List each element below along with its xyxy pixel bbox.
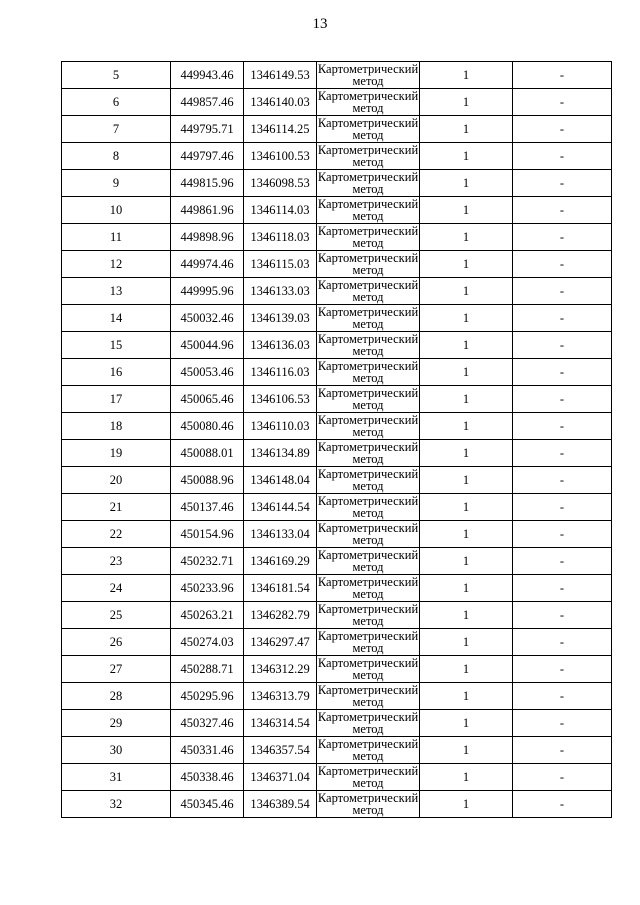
method-line-1: Картометрический	[317, 683, 419, 697]
method-line-2: метод	[352, 317, 384, 331]
table-row	[62, 62, 612, 89]
method-line-1: Картометрический	[317, 278, 419, 292]
table-row	[62, 737, 612, 764]
method-cell	[317, 278, 420, 305]
method-line-2: метод	[352, 101, 384, 115]
method-line-2: метод	[352, 263, 384, 277]
description-cell: -	[513, 494, 612, 521]
x-coordinate-cell: 450345.46	[171, 791, 244, 818]
point-number-cell: 28	[62, 683, 171, 710]
point-number-cell: 32	[62, 791, 171, 818]
accuracy-cell: 1	[420, 413, 513, 440]
method-cell	[317, 737, 420, 764]
description-cell: -	[513, 62, 612, 89]
method-cell	[317, 467, 420, 494]
page-number: 13	[312, 16, 328, 32]
x-coordinate-cell: 450088.96	[171, 467, 244, 494]
accuracy-cell: 1	[420, 791, 513, 818]
method-cell	[317, 170, 420, 197]
method-line-2: метод	[352, 479, 384, 493]
point-number-cell: 19	[62, 440, 171, 467]
method-line-2: метод	[352, 236, 384, 250]
description-cell: -	[513, 251, 612, 278]
method-line-2: метод	[352, 155, 384, 169]
table-row	[62, 143, 612, 170]
table-row	[62, 116, 612, 143]
y-coordinate-cell: 1346133.04	[244, 521, 317, 548]
table-row	[62, 359, 612, 386]
point-number-cell: 10	[62, 197, 171, 224]
description-cell: -	[513, 521, 612, 548]
x-coordinate-cell: 449974.46	[171, 251, 244, 278]
method-line-2: метод	[352, 641, 384, 655]
point-number-cell: 23	[62, 548, 171, 575]
method-line-2: метод	[352, 560, 384, 574]
method-line-2: метод	[352, 452, 384, 466]
table-row	[62, 494, 612, 521]
x-coordinate-cell: 450331.46	[171, 737, 244, 764]
x-coordinate-cell: 449995.96	[171, 278, 244, 305]
method-cell	[317, 629, 420, 656]
y-coordinate-cell: 1346149.53	[244, 62, 317, 89]
method-line-1: Картометрический	[317, 116, 419, 130]
method-cell	[317, 143, 420, 170]
method-line-2: метод	[352, 398, 384, 412]
x-coordinate-cell: 450044.96	[171, 332, 244, 359]
y-coordinate-cell: 1346134.89	[244, 440, 317, 467]
method-cell	[317, 764, 420, 791]
method-cell	[317, 440, 420, 467]
method-line-1: Картометрический	[317, 575, 419, 589]
method-cell	[317, 224, 420, 251]
table-row	[62, 602, 612, 629]
accuracy-cell: 1	[420, 278, 513, 305]
method-line-2: метод	[352, 209, 384, 223]
method-line-1: Картометрический	[317, 413, 419, 427]
description-cell: -	[513, 143, 612, 170]
method-cell	[317, 116, 420, 143]
table-row	[62, 521, 612, 548]
y-coordinate-cell: 1346282.79	[244, 602, 317, 629]
x-coordinate-cell: 449815.96	[171, 170, 244, 197]
accuracy-cell: 1	[420, 251, 513, 278]
accuracy-cell: 1	[420, 656, 513, 683]
point-number-cell: 25	[62, 602, 171, 629]
y-coordinate-cell: 1346118.03	[244, 224, 317, 251]
description-cell: -	[513, 629, 612, 656]
accuracy-cell: 1	[420, 737, 513, 764]
y-coordinate-cell: 1346312.29	[244, 656, 317, 683]
method-line-1: Картометрический	[317, 332, 419, 346]
method-cell	[317, 386, 420, 413]
x-coordinate-cell: 449898.96	[171, 224, 244, 251]
method-line-1: Картометрический	[317, 791, 419, 805]
method-cell	[317, 710, 420, 737]
description-cell: -	[513, 170, 612, 197]
y-coordinate-cell: 1346371.04	[244, 764, 317, 791]
description-cell: -	[513, 764, 612, 791]
method-cell	[317, 494, 420, 521]
description-cell: -	[513, 791, 612, 818]
x-coordinate-cell: 449797.46	[171, 143, 244, 170]
method-line-1: Картометрический	[317, 143, 419, 157]
method-line-2: метод	[352, 803, 384, 817]
y-coordinate-cell: 1346116.03	[244, 359, 317, 386]
table-row	[62, 305, 612, 332]
point-number-cell: 12	[62, 251, 171, 278]
method-line-2: метод	[352, 128, 384, 142]
x-coordinate-cell: 449857.46	[171, 89, 244, 116]
table-row	[62, 548, 612, 575]
point-number-cell: 30	[62, 737, 171, 764]
x-coordinate-cell: 450327.46	[171, 710, 244, 737]
method-cell	[317, 197, 420, 224]
table-row	[62, 386, 612, 413]
method-line-1: Картометрический	[317, 737, 419, 751]
description-cell: -	[513, 197, 612, 224]
method-line-2: метод	[352, 668, 384, 682]
x-coordinate-cell: 450154.96	[171, 521, 244, 548]
description-cell: -	[513, 737, 612, 764]
y-coordinate-cell: 1346357.54	[244, 737, 317, 764]
method-cell	[317, 359, 420, 386]
accuracy-cell: 1	[420, 305, 513, 332]
point-number-cell: 16	[62, 359, 171, 386]
description-cell: -	[513, 413, 612, 440]
accuracy-cell: 1	[420, 143, 513, 170]
method-line-2: метод	[352, 74, 384, 88]
y-coordinate-cell: 1346098.53	[244, 170, 317, 197]
description-cell: -	[513, 278, 612, 305]
point-number-cell: 29	[62, 710, 171, 737]
table-row	[62, 170, 612, 197]
method-line-1: Картометрический	[317, 359, 419, 373]
point-number-cell: 5	[62, 62, 171, 89]
point-number-cell: 9	[62, 170, 171, 197]
method-cell	[317, 251, 420, 278]
method-line-1: Картометрический	[317, 602, 419, 616]
point-number-cell: 24	[62, 575, 171, 602]
method-cell	[317, 683, 420, 710]
method-line-2: метод	[352, 695, 384, 709]
x-coordinate-cell: 450233.96	[171, 575, 244, 602]
y-coordinate-cell: 1346144.54	[244, 494, 317, 521]
method-line-1: Картометрический	[317, 440, 419, 454]
table-row	[62, 467, 612, 494]
method-line-1: Картометрический	[317, 521, 419, 535]
method-line-1: Картометрический	[317, 224, 419, 238]
y-coordinate-cell: 1346110.03	[244, 413, 317, 440]
accuracy-cell: 1	[420, 116, 513, 143]
point-number-cell: 22	[62, 521, 171, 548]
method-line-1: Картометрический	[317, 170, 419, 184]
y-coordinate-cell: 1346115.03	[244, 251, 317, 278]
x-coordinate-cell: 450274.03	[171, 629, 244, 656]
table-row	[62, 332, 612, 359]
y-coordinate-cell: 1346389.54	[244, 791, 317, 818]
table-row	[62, 224, 612, 251]
description-cell: -	[513, 359, 612, 386]
method-cell	[317, 656, 420, 683]
description-cell: -	[513, 116, 612, 143]
table-row	[62, 197, 612, 224]
table-row	[62, 656, 612, 683]
method-cell	[317, 305, 420, 332]
point-number-cell: 20	[62, 467, 171, 494]
x-coordinate-cell: 449861.96	[171, 197, 244, 224]
y-coordinate-cell: 1346297.47	[244, 629, 317, 656]
x-coordinate-cell: 450263.21	[171, 602, 244, 629]
method-cell	[317, 791, 420, 818]
method-cell	[317, 521, 420, 548]
method-line-1: Картометрический	[317, 89, 419, 103]
accuracy-cell: 1	[420, 197, 513, 224]
table-row	[62, 683, 612, 710]
accuracy-cell: 1	[420, 494, 513, 521]
method-cell	[317, 332, 420, 359]
method-cell	[317, 548, 420, 575]
accuracy-cell: 1	[420, 548, 513, 575]
description-cell: -	[513, 305, 612, 332]
y-coordinate-cell: 1346148.04	[244, 467, 317, 494]
point-number-cell: 14	[62, 305, 171, 332]
table-row	[62, 251, 612, 278]
table-row	[62, 764, 612, 791]
description-cell: -	[513, 89, 612, 116]
method-line-1: Картометрический	[317, 305, 419, 319]
method-line-1: Картометрический	[317, 251, 419, 265]
accuracy-cell: 1	[420, 359, 513, 386]
method-line-2: метод	[352, 290, 384, 304]
method-line-2: метод	[352, 425, 384, 439]
accuracy-cell: 1	[420, 575, 513, 602]
method-line-2: метод	[352, 344, 384, 358]
method-line-2: метод	[352, 722, 384, 736]
x-coordinate-cell: 449795.71	[171, 116, 244, 143]
method-line-2: метод	[352, 587, 384, 601]
method-line-2: метод	[352, 533, 384, 547]
description-cell: -	[513, 710, 612, 737]
description-cell: -	[513, 386, 612, 413]
method-line-1: Картометрический	[317, 764, 419, 778]
accuracy-cell: 1	[420, 170, 513, 197]
x-coordinate-cell: 450338.46	[171, 764, 244, 791]
accuracy-cell: 1	[420, 440, 513, 467]
point-number-cell: 13	[62, 278, 171, 305]
method-cell	[317, 413, 420, 440]
method-line-1: Картометрический	[317, 710, 419, 724]
point-number-cell: 17	[62, 386, 171, 413]
accuracy-cell: 1	[420, 683, 513, 710]
accuracy-cell: 1	[420, 467, 513, 494]
method-line-1: Картометрический	[317, 197, 419, 211]
point-number-cell: 11	[62, 224, 171, 251]
y-coordinate-cell: 1346314.54	[244, 710, 317, 737]
point-number-cell: 18	[62, 413, 171, 440]
coordinates-table	[61, 61, 612, 818]
point-number-cell: 7	[62, 116, 171, 143]
accuracy-cell: 1	[420, 224, 513, 251]
point-number-cell: 15	[62, 332, 171, 359]
method-line-2: метод	[352, 371, 384, 385]
accuracy-cell: 1	[420, 629, 513, 656]
method-cell	[317, 89, 420, 116]
method-cell	[317, 575, 420, 602]
x-coordinate-cell: 450065.46	[171, 386, 244, 413]
y-coordinate-cell: 1346181.54	[244, 575, 317, 602]
x-coordinate-cell: 450088.01	[171, 440, 244, 467]
point-number-cell: 31	[62, 764, 171, 791]
accuracy-cell: 1	[420, 332, 513, 359]
description-cell: -	[513, 467, 612, 494]
table-row	[62, 791, 612, 818]
description-cell: -	[513, 548, 612, 575]
point-number-cell: 21	[62, 494, 171, 521]
y-coordinate-cell: 1346114.25	[244, 116, 317, 143]
point-number-cell: 6	[62, 89, 171, 116]
x-coordinate-cell: 450295.96	[171, 683, 244, 710]
table-row	[62, 413, 612, 440]
method-line-1: Картометрический	[317, 386, 419, 400]
table-row	[62, 629, 612, 656]
method-cell	[317, 62, 420, 89]
x-coordinate-cell: 450032.46	[171, 305, 244, 332]
method-line-1: Картометрический	[317, 629, 419, 643]
y-coordinate-cell: 1346100.53	[244, 143, 317, 170]
table-row	[62, 89, 612, 116]
point-number-cell: 27	[62, 656, 171, 683]
description-cell: -	[513, 440, 612, 467]
x-coordinate-cell: 450137.46	[171, 494, 244, 521]
accuracy-cell: 1	[420, 386, 513, 413]
x-coordinate-cell: 450053.46	[171, 359, 244, 386]
method-line-2: метод	[352, 749, 384, 763]
y-coordinate-cell: 1346313.79	[244, 683, 317, 710]
x-coordinate-cell: 450080.46	[171, 413, 244, 440]
method-line-1: Картометрический	[317, 548, 419, 562]
accuracy-cell: 1	[420, 602, 513, 629]
method-line-1: Картометрический	[317, 62, 419, 76]
coordinates-table-body	[62, 62, 612, 818]
method-line-2: метод	[352, 506, 384, 520]
method-line-1: Картометрический	[317, 494, 419, 508]
method-line-1: Картометрический	[317, 467, 419, 481]
description-cell: -	[513, 575, 612, 602]
x-coordinate-cell: 450288.71	[171, 656, 244, 683]
description-cell: -	[513, 683, 612, 710]
accuracy-cell: 1	[420, 764, 513, 791]
table-row	[62, 575, 612, 602]
y-coordinate-cell: 1346140.03	[244, 89, 317, 116]
accuracy-cell: 1	[420, 710, 513, 737]
accuracy-cell: 1	[420, 521, 513, 548]
description-cell: -	[513, 602, 612, 629]
method-cell	[317, 602, 420, 629]
y-coordinate-cell: 1346133.03	[244, 278, 317, 305]
method-line-2: метод	[352, 614, 384, 628]
y-coordinate-cell: 1346114.03	[244, 197, 317, 224]
y-coordinate-cell: 1346106.53	[244, 386, 317, 413]
x-coordinate-cell: 450232.71	[171, 548, 244, 575]
point-number-cell: 26	[62, 629, 171, 656]
method-line-1: Картометрический	[317, 656, 419, 670]
description-cell: -	[513, 656, 612, 683]
y-coordinate-cell: 1346139.03	[244, 305, 317, 332]
x-coordinate-cell: 449943.46	[171, 62, 244, 89]
y-coordinate-cell: 1346169.29	[244, 548, 317, 575]
accuracy-cell: 1	[420, 89, 513, 116]
point-number-cell: 8	[62, 143, 171, 170]
y-coordinate-cell: 1346136.03	[244, 332, 317, 359]
method-line-2: метод	[352, 182, 384, 196]
accuracy-cell: 1	[420, 62, 513, 89]
method-line-2: метод	[352, 776, 384, 790]
table-row	[62, 440, 612, 467]
table-row	[62, 710, 612, 737]
description-cell: -	[513, 332, 612, 359]
description-cell: -	[513, 224, 612, 251]
table-row	[62, 278, 612, 305]
